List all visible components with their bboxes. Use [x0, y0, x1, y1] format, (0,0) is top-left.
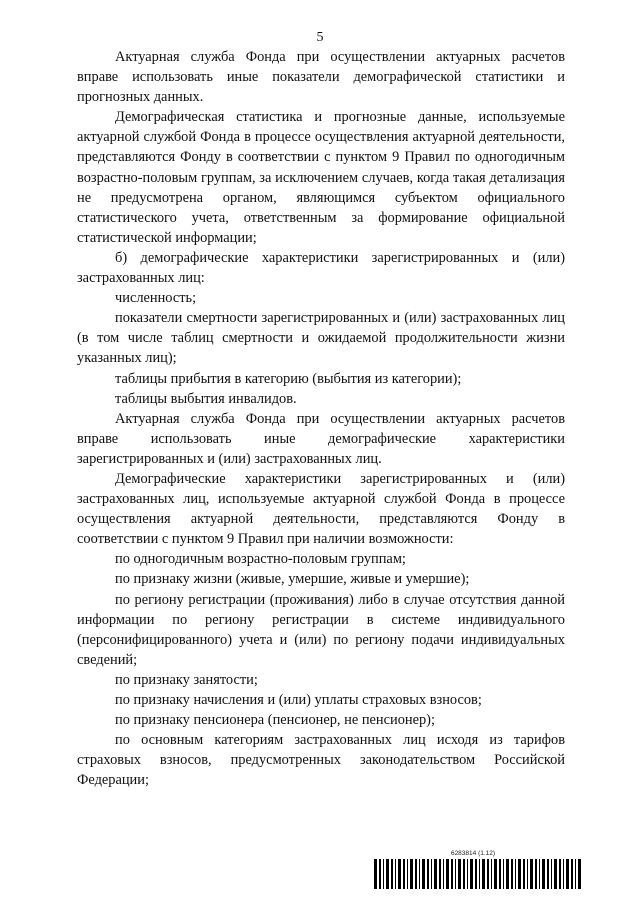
- paragraph: по региону регистрации (проживания) либо в случае отсутствия данной информации по региону регистрации в системе индивидуального (персонифицированного) учета и (или) по региону подачи индивидуальных сведений;: [77, 591, 565, 668]
- paragraph: таблицы выбытия инвалидов.: [115, 390, 297, 407]
- paragraph: по основным категориям застрахованных лиц исходя из тарифов страховых взносов, предусмотренных законодательством Российской Федерации;: [77, 732, 565, 789]
- paragraph: численность;: [115, 290, 197, 307]
- footer: [374, 850, 584, 889]
- paragraph: по признаку занятости;: [115, 671, 258, 688]
- document-code: 6283814 (1.12): [450, 850, 496, 857]
- body-text: [77, 47, 565, 790]
- paragraph: таблицы прибытия в категорию (выбытия из категории);: [115, 370, 462, 387]
- paragraph: по признаку жизни (живые, умершие, живые и умершие);: [115, 571, 470, 588]
- paragraph: показатели смертности зарегистрированных и (или) застрахованных лиц (в том числе таблиц смертности и ожидаемой продолжительности жизни указанных лиц);: [77, 310, 565, 367]
- paragraph: по признаку пенсионера (пенсионер, не пенсионер);: [115, 712, 435, 729]
- paragraph: Актуарная служба Фонда при осуществлении актуарных расчетов вправе использовать иные показатели демографической статистики и прогнозных данных.: [77, 49, 565, 106]
- paragraph: по признаку начисления и (или) уплаты страховых взносов;: [115, 692, 482, 708]
- page-number: 5: [316, 30, 324, 45]
- barcode-icon: [374, 859, 584, 889]
- paragraph: б) демографические характеристики зарегистрированных и (или) застрахованных лиц:: [77, 249, 565, 287]
- paragraph: Демографическая статистика и прогнозные данные, используемые актуарной службой Фонда в процессе осуществления актуарной деятельности, представляются Фонду в соответствии с пунктом 9 Правил по одногодичным возрастно-половым группам, за исключением случаев, когда такая детализация не предусмотрена органом, являющимся субъектом официального статистического учета, ответственным за формирование официальной статистической информации;: [77, 109, 565, 246]
- paragraph: Демографические характеристики зарегистрированных и (или) застрахованных лиц, используемые актуарной службой Фонда в процессе осуществления актуарной деятельности, представляются Фонду в соответствии с пунктом 9 Правил при наличии возможности:: [77, 470, 565, 548]
- paragraph: Актуарная служба Фонда при осуществлении актуарных расчетов вправе использовать иные демографические характеристики зарегистрированных и (или) застрахованных лиц.: [77, 410, 565, 467]
- paragraph: по одногодичным возрастно-половым группам;: [115, 551, 406, 568]
